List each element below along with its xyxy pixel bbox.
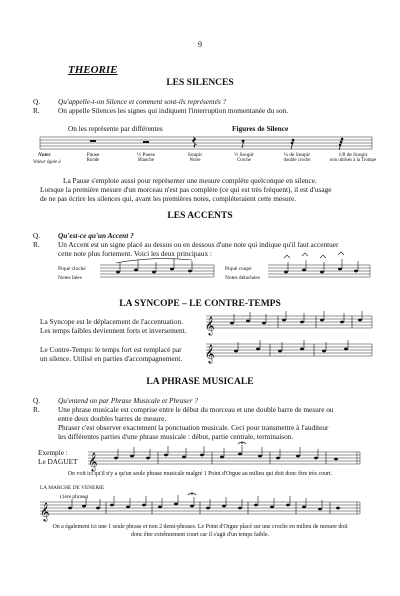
rest-value: Croche (237, 158, 251, 163)
phrase-a1: Une phrase musicale est comprise entre le début du morceau et une double barre de mesure ou (58, 405, 334, 414)
accents-answer1: Un Accent est un signe placé au dessus ou en dessous d'une note qui indique qu'il faut accentuer (58, 240, 339, 249)
phrase-question: Qu'entend on par Phrase Musicale et Phraser ? (58, 396, 198, 405)
accent-ex1-line1: Piqué cloché (58, 266, 86, 272)
accents-q-marker: Q. (33, 231, 41, 240)
example-name: Le DAGUET (38, 457, 78, 466)
rest-value: Ronde (86, 158, 100, 163)
svg-text:𝄞: 𝄞 (205, 316, 215, 335)
page-number: 9 (198, 40, 202, 49)
phrase-a3: Phraser c'est observer exactement la ponctuation musicale. Ceci pour transmettre à l'auditeur (58, 423, 329, 432)
accent-ex2-line1: Piqué coupé (225, 266, 252, 272)
accents-r-marker: R. (33, 240, 40, 249)
phrase-a4: les différentes parties d'une phrase musicale : début, partie centrale, terminaison. (58, 432, 294, 441)
accent-ex1-line2: Notes liées (58, 275, 82, 281)
phrase-a2: entre deux doubles barres de mesure. (58, 414, 167, 423)
silences-question: Qu'appelle-t-on Silence et comment sont-ils représentés ? (58, 97, 227, 106)
accents-answer2: cette note plus fortement. Voici les deux principaux : (58, 249, 212, 258)
rest-value: Blanche (138, 158, 154, 163)
phrase-heading: LA PHRASE MUSICALE (146, 377, 254, 387)
rest-name: ¼ de Soupir (283, 152, 311, 158)
silences-para1: La Pause s'emploie aussi pour représenter une mesure complète quelconque en silence. (63, 176, 317, 185)
svg-text:𝄞: 𝄞 (205, 344, 215, 363)
marche-title: LA MARCHE DE VENERIE (40, 485, 105, 491)
contretemps-p3: Le Contre-Temps: le temps fort est remplacé par (40, 345, 182, 354)
rest-name: ½ Soupir (234, 152, 254, 158)
silences-q-marker: Q. (33, 97, 41, 106)
phrase-q-marker: Q. (33, 396, 41, 405)
rest-name: 1/8 de Soupir (338, 152, 368, 158)
silences-para3: de ne pas écrire les silences qui, avant les premières notes, compléteraient cette mesure. (40, 194, 297, 203)
silences-para2: Lorsque la première mesure d'un morceau n'est pas complète (ce qui est très fréquent), il est d'usage (40, 185, 332, 194)
example-label: Exemple : (38, 448, 68, 457)
theorie-title: THEORIE (68, 64, 118, 76)
caption2-wrap (0, 524, 400, 539)
accent-ex2-line2: Notes détachées (225, 275, 260, 281)
svg-text:𝄞: 𝄞 (40, 502, 50, 521)
marche-sub: (1ère phrase) (60, 494, 89, 500)
silences-heading: LES SILENCES (166, 78, 234, 88)
notes-label: Notes (38, 152, 51, 158)
svg-text:𝄞: 𝄞 (88, 452, 98, 471)
rest-value: Noire (189, 158, 201, 163)
marche-caption-line1: On a également ici une 1 seule phrase et non 2 demi-phrases. Le Point d'Orgue placé sur une croche en milieu de mesure doit (52, 524, 348, 530)
marche-caption-line2: donc être extrêmement court car il s'agit d'un temps faible. (131, 531, 269, 538)
valeur-label: Valeur égale à (33, 160, 61, 165)
daguet-caption: On voit ici qu'il n'y a qu'un seule phrase musicale malgré 1 Point d'Orgue au milieu qui doit donc être très court. (67, 471, 333, 477)
rest-value: non utilisés à la Trompe (329, 158, 377, 163)
accents-heading: LES ACCENTS (167, 211, 233, 221)
silences-represent-intro: On les représente par différentes (68, 124, 163, 133)
rest-name: Soupir (187, 152, 203, 158)
phrase-r-marker: R. (33, 405, 40, 414)
figures-label: Figures de Silence (232, 124, 289, 133)
syncope-p2: Les temps faibles deviennent forts et inversement. (40, 326, 187, 335)
silences-r-marker: R. (33, 106, 40, 115)
accents-question: Qu'est-ce qu'un Accent ? (58, 231, 134, 240)
silences-answer: On appelle Silences les signes qui indiquent l'interruption momentanée du son. (58, 106, 289, 115)
rest-name: ½ Pause (137, 152, 155, 158)
syncope-p1: La Syncope est le déplacement de l'accentuation. (40, 317, 183, 326)
syncope-heading: LA SYNCOPE – LE CONTRE-TEMPS (119, 299, 281, 309)
rest-value: double croche (283, 158, 311, 163)
contretemps-p4: un silence. Utilisé en parties d'accompagnement. (40, 354, 183, 363)
rest-name: Pause (86, 152, 100, 158)
